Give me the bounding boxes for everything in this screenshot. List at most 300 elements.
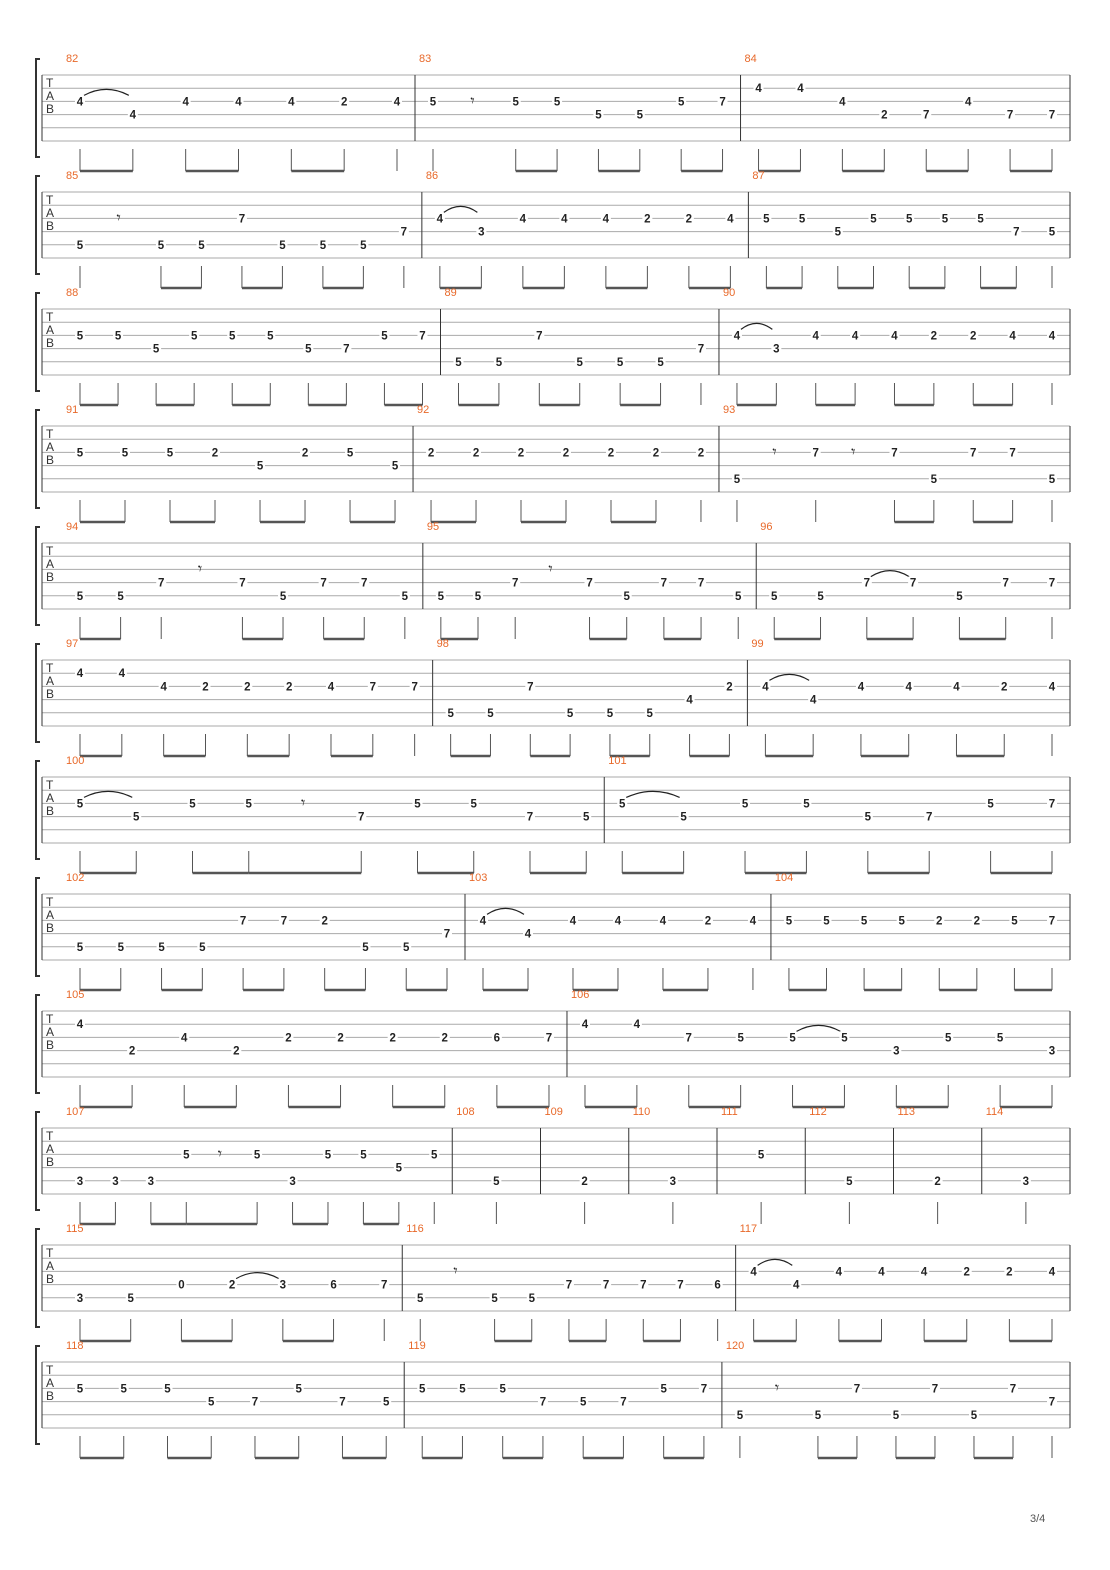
fret-number: 5 [403, 941, 410, 954]
fret-number: 5 [956, 590, 963, 603]
fret-number: 0 [178, 1279, 185, 1292]
fret-number: 5 [579, 1396, 587, 1409]
tab-clef-letter: T [46, 1246, 54, 1260]
tab-clef-letter: T [46, 895, 54, 909]
fret-number: 4 [614, 915, 622, 928]
fret-number: 5 [381, 330, 388, 343]
fret-number: 3 [773, 343, 780, 356]
fret-number: 5 [606, 707, 614, 720]
measure-114 [986, 1106, 1031, 1224]
measure-99 [751, 638, 1057, 756]
tab-clef-letter: B [46, 102, 55, 116]
measure-116 [406, 1223, 722, 1341]
fret-number: 2 [301, 447, 309, 460]
fret-number: 7 [970, 447, 977, 460]
fret-number: 5 [346, 447, 354, 460]
fret-number: 5 [256, 460, 264, 473]
tie-arc [236, 1273, 279, 1279]
tab-system [36, 53, 1070, 171]
rest-symbol: 𝄾 [772, 442, 777, 461]
measure-number: 83 [418, 53, 432, 65]
tie-arc [487, 908, 524, 914]
fret-number: 4 [835, 1266, 843, 1279]
system-bracket [36, 527, 40, 625]
fret-number: 4 [436, 213, 444, 226]
measure-number: 119 [408, 1340, 426, 1352]
tab-system [36, 170, 1070, 288]
fret-number: 5 [189, 798, 196, 811]
system-bracket [36, 59, 40, 157]
fret-number: 5 [414, 798, 421, 811]
fret-number: 5 [737, 1032, 744, 1045]
fret-number: 7 [339, 1396, 346, 1409]
fret-number: 7 [411, 681, 418, 694]
fret-number: 3 [669, 1175, 677, 1188]
fret-number: 4 [181, 1032, 188, 1045]
fret-number: 5 [566, 707, 574, 720]
fret-number: 7 [863, 577, 871, 590]
fret-number: 5 [803, 798, 810, 811]
fret-number: 5 [680, 811, 687, 824]
fret-number: 5 [166, 447, 174, 460]
fret-number: 7 [419, 330, 426, 343]
system-bracket [36, 878, 40, 976]
fret-number: 6 [330, 1279, 337, 1292]
fret-number: 5 [133, 811, 140, 824]
fret-number: 5 [1048, 473, 1056, 486]
fret-number: 4 [851, 330, 859, 343]
fret-number: 4 [524, 928, 532, 941]
tab-clef-letter: B [46, 1272, 55, 1286]
tab-clef-letter: B [46, 219, 55, 233]
fret-number: 7 [358, 811, 365, 824]
measure-number: 90 [722, 287, 736, 299]
rest-symbol: 𝄾 [197, 559, 203, 578]
fret-number: 4 [733, 330, 741, 343]
fret-number: 5 [76, 330, 84, 343]
fret-number: 5 [636, 109, 644, 122]
fret-number: 5 [757, 1149, 765, 1162]
measure-95 [427, 521, 743, 639]
tie-arc [741, 323, 772, 329]
fret-number: 7 [660, 577, 668, 590]
system-bracket [36, 1346, 40, 1444]
fret-number: 2 [963, 1266, 970, 1279]
fret-number: 4 [809, 694, 817, 707]
page-number: 3/4 [1030, 1513, 1046, 1525]
measure-number: 106 [570, 989, 590, 1001]
measure-108 [456, 1106, 501, 1224]
fret-number: 3 [1048, 1045, 1056, 1058]
fret-number: 2 [652, 447, 660, 460]
fret-number: 4 [581, 1019, 589, 1032]
measure-92 [417, 404, 706, 522]
fret-number: 2 [726, 681, 733, 694]
fret-number: 7 [620, 1396, 627, 1409]
fret-number: 5 [817, 590, 824, 603]
fret-number: 4 [160, 681, 167, 694]
measure-number: 84 [744, 53, 757, 65]
fret-number: 2 [340, 96, 348, 109]
fret-number: 4 [602, 213, 610, 226]
fret-number: 7 [685, 1032, 692, 1045]
fret-number: 7 [1048, 577, 1056, 590]
measure-115 [66, 1223, 389, 1341]
fret-number: 4 [953, 681, 960, 694]
fret-number: 4 [878, 1266, 885, 1279]
fret-number: 5 [383, 1396, 390, 1409]
fret-number: 5 [512, 96, 519, 109]
rest-symbol: 𝄾 [453, 1261, 458, 1280]
fret-number: 5 [76, 590, 84, 603]
fret-number: 5 [183, 1149, 190, 1162]
fret-number: 5 [846, 1175, 853, 1188]
fret-number: 5 [360, 1149, 367, 1162]
measure-number: 101 [608, 755, 627, 767]
fret-number: 2 [1001, 681, 1008, 694]
fret-number: 5 [736, 1409, 744, 1422]
measure-86 [426, 170, 736, 288]
fret-number: 5 [117, 941, 124, 954]
measure-109 [545, 1106, 590, 1224]
tab-clef-letter: A [46, 1376, 55, 1390]
fret-number: 2 [389, 1032, 396, 1045]
measure-90 [723, 287, 1057, 405]
fret-number: 4 [762, 681, 769, 694]
measure-number: 89 [444, 287, 457, 299]
fret-number: 5 [905, 213, 913, 226]
fret-number: 5 [864, 811, 872, 824]
fret-number: 7 [536, 330, 543, 343]
fret-number: 4 [182, 96, 189, 109]
fret-number: 7 [1009, 1383, 1017, 1396]
measure-88 [66, 287, 427, 405]
rest-symbol: 𝄾 [851, 442, 856, 461]
tab-system [36, 1106, 1070, 1224]
fret-number: 4 [905, 681, 912, 694]
fret-number: 5 [987, 798, 994, 811]
fret-number: 5 [616, 356, 624, 369]
fret-number: 2 [244, 681, 251, 694]
fret-number: 5 [152, 343, 160, 356]
tab-clef-letter: T [46, 427, 54, 441]
measure-number: 95 [426, 521, 440, 533]
fret-number: 7 [1048, 798, 1056, 811]
fret-number: 2 [644, 213, 651, 226]
fret-number: 4 [129, 109, 137, 122]
fret-number: 7 [602, 1279, 610, 1292]
fret-number: 5 [245, 798, 252, 811]
tie-arc [758, 1259, 793, 1265]
fret-number: 7 [526, 811, 534, 824]
measure-number: 110 [632, 1106, 651, 1118]
fret-number: 5 [76, 447, 84, 460]
fret-number: 2 [704, 915, 712, 928]
fret-number: 6 [493, 1032, 501, 1045]
tab-system [36, 287, 1070, 405]
fret-number: 5 [360, 239, 367, 252]
fret-number: 5 [945, 1032, 952, 1045]
tab-clef-letter: T [46, 1129, 54, 1143]
fret-number: 7 [527, 681, 534, 694]
fret-number: 5 [487, 707, 494, 720]
measure-number: 102 [66, 872, 85, 884]
tab-clef-letter: A [46, 1142, 55, 1156]
fret-number: 4 [964, 96, 972, 109]
measure-number: 98 [436, 638, 449, 650]
fret-number: 7 [369, 681, 377, 694]
system-bracket [36, 1112, 40, 1210]
measure-number: 111 [721, 1106, 738, 1118]
fret-number: 5 [198, 239, 205, 252]
measure-104 [775, 872, 1057, 990]
measure-97 [66, 638, 420, 756]
fret-number: 5 [459, 1383, 466, 1396]
fret-number: 7 [239, 915, 247, 928]
measure-111 [721, 1106, 766, 1224]
fret-number: 7 [251, 1396, 259, 1409]
tie-arc [626, 791, 679, 797]
fret-number: 2 [321, 915, 328, 928]
tab-system [36, 521, 1070, 639]
fret-number: 3 [289, 1175, 296, 1188]
fret-number: 5 [391, 460, 399, 473]
fret-number: 2 [562, 447, 570, 460]
rest-symbol: 𝄾 [300, 793, 306, 812]
fret-number: 5 [419, 1383, 426, 1396]
system-bracket [36, 176, 40, 274]
fret-number: 4 [857, 681, 865, 694]
tab-clef-letter: B [46, 1389, 55, 1403]
tab-system [36, 1340, 1070, 1458]
measure-number: 117 [739, 1223, 758, 1235]
fret-number: 5 [279, 239, 286, 252]
measure-number: 99 [751, 638, 764, 650]
fret-number: 4 [727, 213, 734, 226]
measure-number: 82 [66, 53, 79, 65]
fret-number: 5 [677, 96, 685, 109]
fret-number: 2 [881, 109, 888, 122]
fret-number: 2 [472, 447, 480, 460]
tie-arc [797, 1025, 841, 1031]
tab-clef-letter: A [46, 323, 55, 337]
measure-93 [723, 404, 1057, 522]
measure-number: 104 [774, 872, 794, 884]
fret-number: 5 [279, 590, 287, 603]
tab-clef-letter: T [46, 1363, 54, 1377]
fret-number: 5 [898, 915, 905, 928]
fret-number: 4 [633, 1019, 641, 1032]
fret-number: 5 [741, 798, 749, 811]
fret-number: 7 [361, 577, 368, 590]
fret-number: 5 [763, 213, 770, 226]
measure-number: 120 [725, 1340, 745, 1352]
fret-number: 5 [733, 473, 741, 486]
fret-number: 5 [76, 239, 84, 252]
fret-number: 5 [324, 1149, 332, 1162]
fret-number: 5 [114, 330, 122, 343]
tab-clef-letter: A [46, 440, 55, 454]
measure-94 [66, 521, 410, 639]
measure-number: 109 [544, 1106, 563, 1118]
tab-clef-letter: A [46, 89, 55, 103]
system-bracket [36, 761, 40, 859]
fret-number: 5 [305, 343, 312, 356]
fret-number: 7 [853, 1383, 861, 1396]
tab-clef-letter: B [46, 1155, 55, 1169]
fret-number: 5 [401, 590, 409, 603]
fret-number: 4 [839, 96, 846, 109]
fret-number: 2 [441, 1032, 448, 1045]
rest-symbol: 𝄾 [774, 1378, 780, 1397]
fret-number: 5 [977, 213, 984, 226]
fret-number: 5 [76, 1383, 84, 1396]
fret-number: 4 [1048, 330, 1056, 343]
fret-number: 4 [235, 96, 242, 109]
fret-number: 5 [576, 356, 583, 369]
fret-number: 5 [267, 330, 274, 343]
fret-number: 4 [393, 96, 401, 109]
tab-clef-letter: T [46, 310, 54, 324]
fret-number: 7 [586, 577, 593, 590]
tab-clef-letter: B [46, 336, 55, 350]
fret-number: 5 [495, 356, 503, 369]
fret-number: 4 [812, 330, 819, 343]
fret-number: 5 [253, 1149, 261, 1162]
measure-number: 107 [66, 1106, 85, 1118]
fret-number: 5 [996, 1032, 1004, 1045]
fret-number: 4 [569, 915, 577, 928]
fret-number: 7 [320, 577, 327, 590]
measure-number: 113 [897, 1106, 916, 1118]
rest-symbol: 𝄾 [548, 559, 553, 578]
fret-number: 4 [750, 1266, 757, 1279]
measure-number: 116 [406, 1223, 424, 1235]
fret-number: 2 [970, 330, 977, 343]
tie-arc [444, 206, 478, 212]
measure-number: 93 [722, 404, 736, 416]
fret-number: 7 [539, 1396, 547, 1409]
fret-number: 4 [561, 213, 568, 226]
fret-number: 7 [700, 1383, 708, 1396]
fret-number: 5 [429, 96, 437, 109]
fret-number: 5 [1048, 226, 1056, 239]
fret-number: 5 [595, 109, 602, 122]
fret-number: 2 [685, 213, 693, 226]
fret-number: 4 [755, 83, 762, 96]
fret-number: 5 [841, 1032, 848, 1045]
fret-number: 3 [76, 1175, 84, 1188]
fret-number: 4 [920, 1266, 928, 1279]
measure-number: 87 [752, 170, 765, 182]
measure-number: 91 [66, 404, 79, 416]
measure-number: 114 [985, 1106, 1004, 1118]
fret-number: 5 [860, 915, 868, 928]
fret-number: 2 [233, 1045, 240, 1058]
fret-number: 2 [936, 915, 943, 928]
fret-number: 5 [121, 447, 129, 460]
fret-number: 4 [659, 915, 667, 928]
measure-number: 108 [456, 1106, 475, 1118]
tab-clef-letter: B [46, 1038, 55, 1052]
fret-number: 7 [923, 109, 930, 122]
fret-number: 5 [493, 1175, 500, 1188]
fret-number: 5 [735, 590, 742, 603]
fret-number: 4 [118, 668, 126, 681]
fret-number: 4 [891, 330, 898, 343]
fret-number: 5 [499, 1383, 506, 1396]
fret-number: 3 [76, 1292, 84, 1305]
tab-system [36, 755, 1070, 873]
fret-number: 7 [381, 1279, 388, 1292]
tab-clef-letter: A [46, 791, 55, 805]
fret-number: 7 [343, 343, 350, 356]
fret-number: 5 [771, 590, 778, 603]
measure-96 [760, 521, 1057, 639]
tab-system [36, 638, 1070, 756]
system-bracket [36, 293, 40, 391]
fret-number: 7 [565, 1279, 573, 1292]
fret-number: 7 [640, 1279, 647, 1292]
tab-clef-letter: A [46, 1025, 55, 1039]
fret-number: 4 [76, 1019, 84, 1032]
system-bracket [36, 410, 40, 508]
fret-number: 7 [158, 577, 165, 590]
fret-number: 4 [1048, 681, 1056, 694]
tab-clef-letter: B [46, 687, 55, 701]
tab-system [36, 1223, 1070, 1341]
fret-number: 5 [553, 96, 561, 109]
measure-106 [571, 989, 1057, 1107]
tie-arc [769, 674, 809, 680]
fret-number: 7 [1048, 109, 1056, 122]
fret-number: 2 [973, 915, 981, 928]
fret-number: 5 [798, 213, 806, 226]
fret-number: 3 [478, 226, 485, 239]
measure-117 [740, 1223, 1057, 1341]
measure-number: 100 [66, 755, 85, 767]
fret-number: 5 [417, 1292, 424, 1305]
measure-85 [66, 170, 409, 288]
fret-number: 2 [285, 1032, 292, 1045]
fret-number: 7 [545, 1032, 553, 1045]
measure-98 [437, 638, 735, 756]
fret-number: 2 [697, 447, 705, 460]
fret-number: 7 [239, 577, 246, 590]
tab-clef-letter: B [46, 804, 55, 818]
fret-number: 4 [76, 668, 84, 681]
measure-number: 88 [66, 287, 79, 299]
fret-number: 2 [285, 681, 293, 694]
fret-number: 7 [1002, 577, 1009, 590]
measure-112 [809, 1106, 854, 1224]
fret-number: 7 [443, 928, 451, 941]
tab-clef-letter: B [46, 570, 55, 584]
fret-number: 5 [76, 941, 84, 954]
fret-number: 2 [930, 330, 938, 343]
fret-number: 5 [295, 1383, 302, 1396]
fret-number: 4 [1048, 1266, 1056, 1279]
tab-system [36, 404, 1070, 522]
fret-number: 5 [447, 707, 454, 720]
tie-arc [84, 89, 129, 95]
fret-number: 2 [202, 681, 209, 694]
fret-number: 7 [1013, 226, 1020, 239]
measure-number: 86 [425, 170, 439, 182]
fret-number: 7 [1009, 447, 1016, 460]
fret-number: 7 [1006, 109, 1014, 122]
measure-105 [66, 989, 554, 1107]
